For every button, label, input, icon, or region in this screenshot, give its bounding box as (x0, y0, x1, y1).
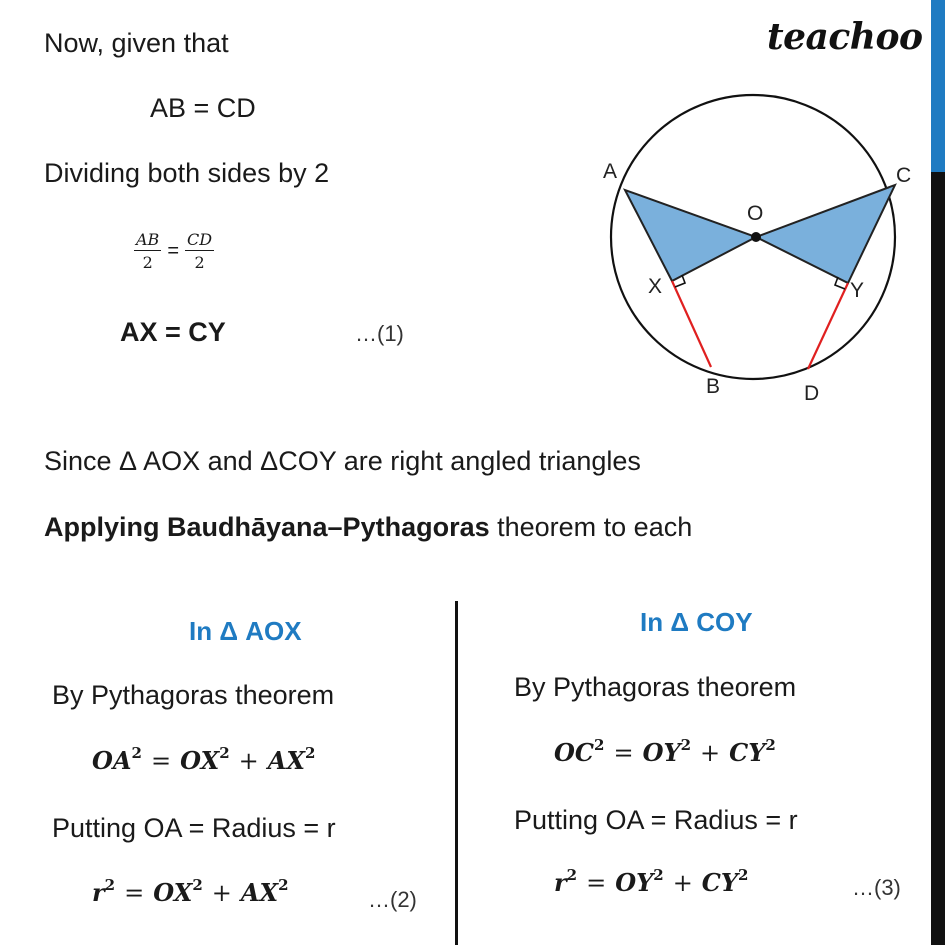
result-ref: …(1) (355, 321, 404, 346)
left-by-text: By Pythagoras theorem (52, 680, 335, 710)
re1-a-exp: 2 (594, 736, 605, 754)
result-equation: AX = CY (120, 317, 226, 347)
le1-a-exp: 2 (131, 744, 142, 762)
fraction-equation (134, 230, 214, 272)
le1-c: AX (267, 746, 305, 775)
since-text: Since Δ AOX and ΔCOY are right angled triangles (44, 446, 641, 476)
le2-plus: + (211, 879, 232, 907)
le1-c-exp: 2 (304, 744, 316, 762)
re2-a-exp: 2 (566, 866, 578, 884)
le1-a: OA (92, 746, 132, 775)
re2-eq: = (586, 869, 607, 897)
left-equation-1 (92, 744, 315, 775)
circle-diagram (590, 75, 920, 415)
re1-c: CY (729, 738, 766, 767)
label-x: X (648, 275, 663, 298)
re1-b: OY (642, 738, 681, 767)
fraction-left-num: AB (136, 230, 160, 249)
right-ref: …(3) (852, 875, 901, 900)
applying-text (44, 512, 692, 543)
re1-eq: = (613, 739, 634, 767)
right-putting-text: Putting OA = Radius = r (514, 805, 798, 835)
side-accent-bar (931, 0, 945, 172)
fraction-right (185, 230, 214, 272)
label-y: Y (850, 279, 865, 302)
fraction-left (134, 230, 161, 272)
le2-a-exp: 2 (104, 876, 116, 894)
le2-c-exp: 2 (278, 876, 289, 894)
label-o: O (747, 202, 764, 225)
le2-b: OX (153, 878, 193, 907)
triangle-aox (625, 190, 756, 281)
le2-a: r (92, 878, 105, 907)
fraction-right-num: CD (187, 230, 213, 249)
right-heading: In Δ COY (640, 607, 753, 637)
le1-b: OX (180, 746, 220, 775)
re1-b-exp: 2 (680, 736, 692, 754)
chord-xb (672, 281, 711, 367)
given-equation: AB = CD (150, 93, 256, 123)
le2-b-exp: 2 (192, 876, 203, 894)
re1-plus: + (700, 739, 721, 767)
re2-b: OY (615, 868, 654, 897)
chord-yd (808, 283, 848, 369)
left-ref: …(2) (368, 887, 417, 912)
re2-c: CY (701, 868, 739, 897)
right-equation-1 (554, 736, 776, 767)
applying-rest: theorem to each (489, 512, 693, 542)
re1-c-exp: 2 (765, 736, 776, 754)
left-putting-text: Putting OA = Radius = r (52, 813, 336, 843)
left-equation-2 (92, 876, 289, 907)
label-a: A (603, 160, 618, 183)
fraction-equals: = (167, 239, 179, 262)
le2-eq: = (124, 879, 145, 907)
re2-b-exp: 2 (653, 866, 664, 884)
right-by-text: By Pythagoras theorem (514, 672, 797, 702)
le1-b-exp: 2 (219, 744, 230, 762)
fraction-right-den: 2 (194, 253, 205, 272)
re1-a: OC (554, 738, 595, 767)
fraction-left-den: 2 (142, 253, 153, 272)
left-heading: In Δ AOX (189, 616, 302, 646)
label-b: B (706, 375, 721, 398)
center-point (751, 232, 761, 242)
re2-c-exp: 2 (738, 866, 749, 884)
teachoo-logo: teachoo (767, 16, 923, 58)
given-text: Now, given that (44, 28, 229, 58)
le2-c: AX (240, 878, 279, 907)
label-c: C (896, 164, 912, 187)
right-equation-2 (554, 866, 748, 897)
applying-bold: Applying Baudhāyana–Pythagoras (44, 512, 490, 542)
dividing-text: Dividing both sides by 2 (44, 158, 330, 188)
le1-eq: = (150, 747, 172, 775)
re2-plus: + (672, 869, 693, 897)
label-d: D (804, 382, 820, 405)
le1-plus: + (238, 747, 259, 775)
column-divider (455, 601, 458, 945)
triangle-coy (756, 185, 895, 283)
re2-a: r (554, 868, 567, 897)
